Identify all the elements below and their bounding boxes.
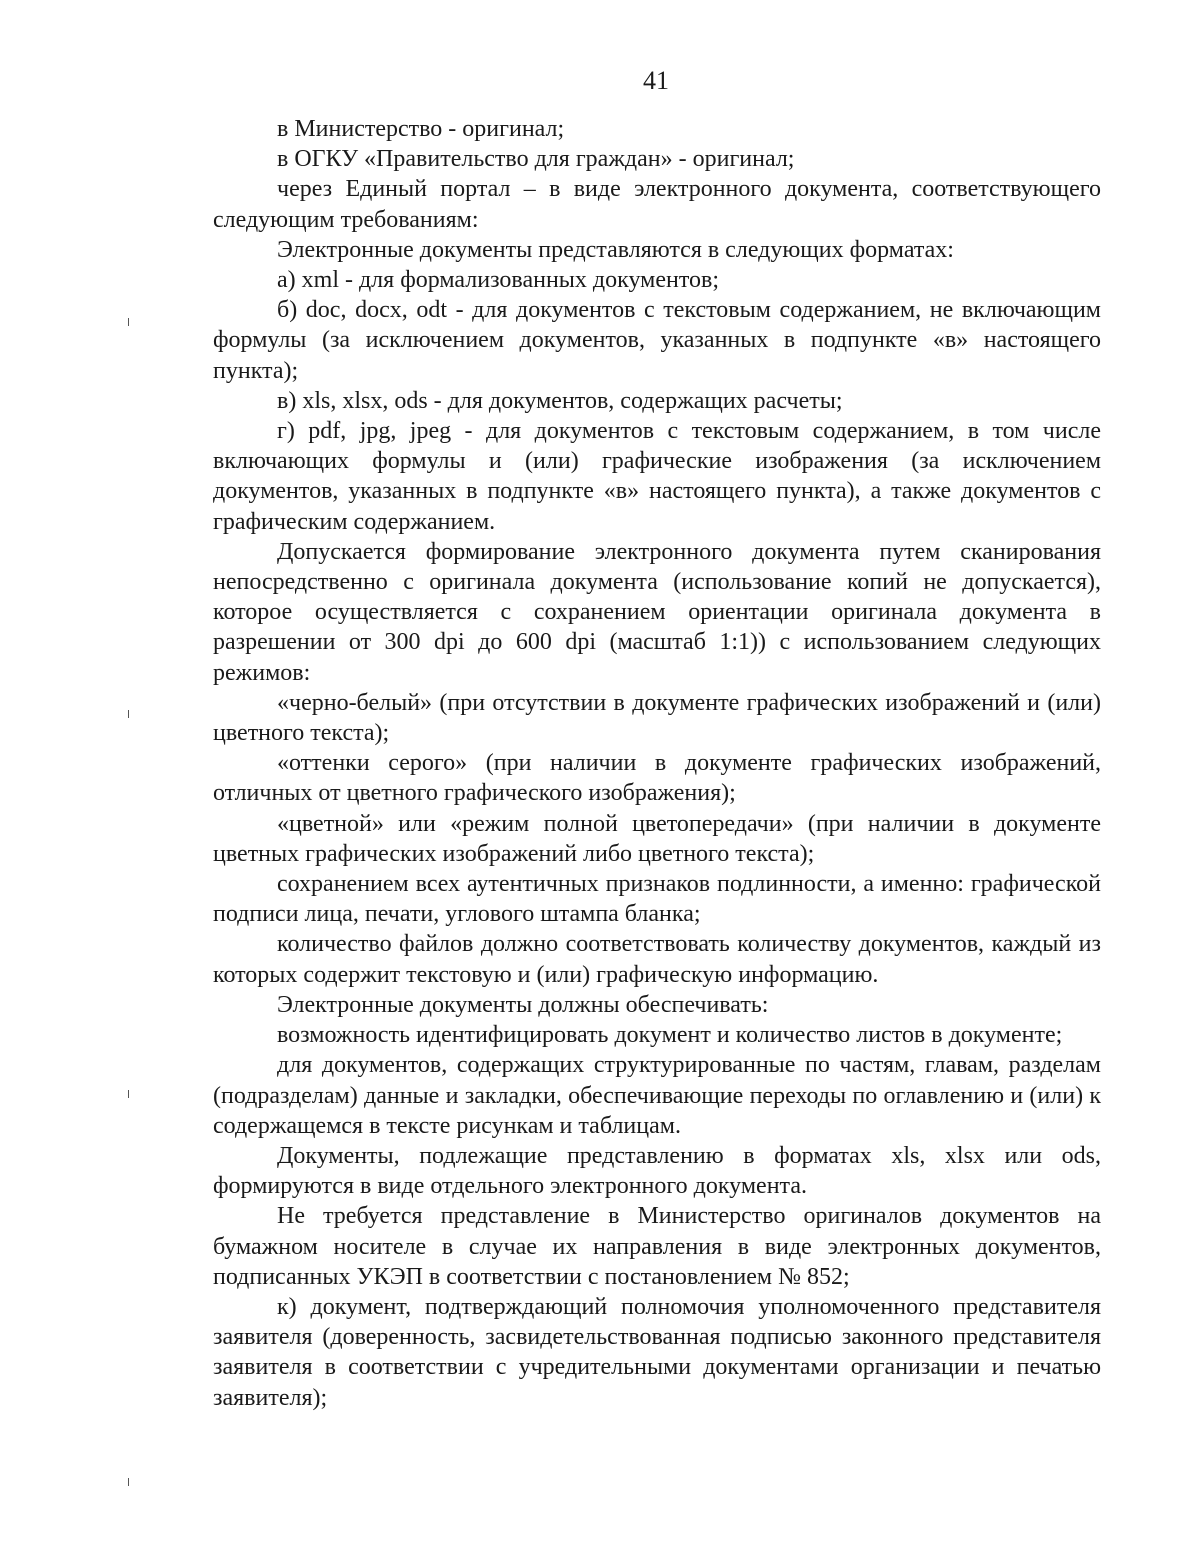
paragraph: «оттенки серого» (при наличии в документе графических изображений, отличных от цветного графического изображения); <box>213 750 1101 807</box>
scan-margin-mark <box>128 1478 129 1486</box>
scan-margin-mark <box>128 710 129 718</box>
paragraph: в Министерство - оригинал; <box>277 116 565 142</box>
paragraph: Электронные документы представляются в следующих форматах: <box>277 236 954 263</box>
paragraph: возможность идентифицировать документ и количество листов в документе; <box>277 1022 1063 1049</box>
paragraph: «черно-белый» (при отсутствии в документе графических изображений и (или) цветного текста); <box>213 689 1101 747</box>
document-body <box>213 114 1101 1413</box>
paragraph: через Единый портал – в виде электронного документа, соответствующего следующим требованиям: <box>213 176 1101 233</box>
paragraph: Не требуется представление в Министерство оригиналов документов на бумажном носителе в случае их направления в виде электронных документов, подписанных УКЭП в соответствии с постановлением № 852; <box>213 1203 1101 1290</box>
paragraph: количество файлов должно соответствовать количеству документов, каждый из которых содержит текстовую и (или) графическую информацию. <box>213 931 1101 988</box>
paragraph: в ОГКУ «Правительство для граждан» - оригинал; <box>277 146 795 173</box>
page-number: 41 <box>643 66 669 95</box>
paragraph: «цветной» или «режим полной цветопередачи» (при наличии в документе цветных графических изображений либо цветного текста); <box>213 810 1101 867</box>
paragraph: г) pdf, jpg, jpeg - для документов с текстовым содержанием, в том числе включающих формулы и (или) графические изображения (за исключением документов, указанных в подпункте «в» настоящего пункта), а также документов с графическим содержанием. <box>213 418 1101 535</box>
paragraph: Электронные документы должны обеспечивать: <box>277 991 769 1018</box>
paragraph: б) doc, docx, odt - для документов с текстовым содержанием, не включающим формулы (за исключением документов, указанных в подпункте «в» настоящего пункта); <box>213 297 1101 384</box>
paragraph: Допускается формирование электронного документа путем сканирования непосредственно с оригинала документа (использование копий не допускается), которое осуществляется с сохранением ориентации оригинала документа в разрешении от 300 dpi до 600 dpi (масштаб 1:1)) с использованием следующих режимов: <box>213 538 1101 686</box>
scan-margin-mark <box>128 1090 129 1098</box>
paragraph: сохранением всех аутентичных признаков подлинности, а именно: графической подписи лица, печати, углового штампа бланка; <box>213 871 1101 928</box>
paragraph: к) документ, подтверждающий полномочия уполномоченного представителя заявителя (доверенность, засвидетельствованная подписью законного представителя заявителя в соответствии с учредительными документами организации и печатью заявителя); <box>213 1293 1101 1411</box>
paragraph: в) xls, xlsx, ods - для документов, содержащих расчеты; <box>277 387 843 414</box>
paragraph: Документы, подлежащие представлению в форматах xls, xlsx или ods, формируются в виде отдельного электронного документа. <box>213 1142 1101 1200</box>
paragraph: для документов, содержащих структурированные по частям, главам, разделам (подразделам) данные и закладки, обеспечивающие переходы по оглавлению и (или) к содержащемся в тексте рисункам и таблицам. <box>213 1052 1101 1139</box>
scan-margin-mark <box>128 318 129 326</box>
paragraph: а) xml - для формализованных документов; <box>277 267 719 294</box>
